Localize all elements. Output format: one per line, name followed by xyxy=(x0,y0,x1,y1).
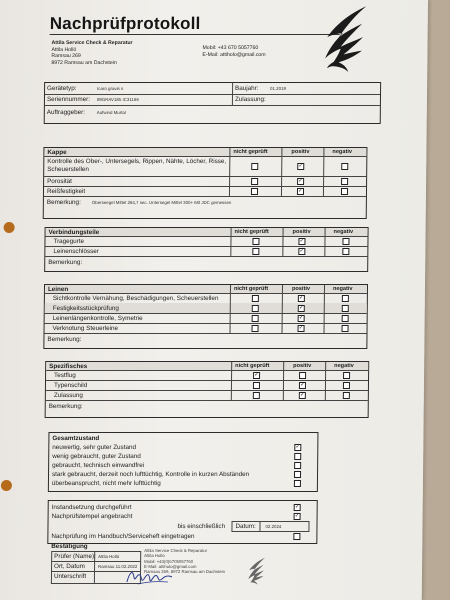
kappe-checkbox-positive[interactable] xyxy=(297,163,304,170)
signature-label: Unterschrift xyxy=(53,573,87,580)
examiner-value: Attila Holló xyxy=(98,554,120,559)
stamp-label: Nachprüfstempel angebracht xyxy=(51,513,133,520)
leinen-checkbox-positive[interactable] xyxy=(298,315,305,322)
company-name: Attila Service Check & Reparatur xyxy=(51,40,133,46)
verbindung-checkbox-positive[interactable] xyxy=(298,248,305,255)
gesamt-option-label: neuwertig, sehr guter Zustand xyxy=(52,444,137,451)
gesamt-title: Gesamtzustand xyxy=(52,435,100,442)
col-positive: positiv xyxy=(291,286,311,292)
kappe-checkbox-negative[interactable] xyxy=(341,188,348,195)
gesamt-checkbox[interactable] xyxy=(294,471,301,478)
bestaetigung-title: Bestätigung xyxy=(51,543,88,550)
spezifisches-section xyxy=(45,361,370,418)
title-divider xyxy=(50,34,340,35)
gesamt-option-label: überbeansprucht, nicht mehr lufttüchtig xyxy=(51,480,161,487)
year-value: 01.2019 xyxy=(270,86,286,91)
verbindung-section xyxy=(44,227,368,272)
manual-checkbox[interactable] xyxy=(293,533,300,540)
company-city: 8972 Ramsau am Dachstein xyxy=(51,59,117,66)
col-negative: negativ xyxy=(332,286,353,292)
gesamt-checkbox[interactable] xyxy=(294,480,301,487)
page-title: Nachprüfprotokoll xyxy=(49,14,201,33)
gesamt-option-label: wenig gebraucht, guter Zustand xyxy=(52,453,141,460)
stamp-line: E-Mail: attiholo@gmail.com xyxy=(144,563,197,569)
leinen-section xyxy=(43,284,368,349)
until-label: bis einschließlich xyxy=(177,523,226,530)
col-not-checked: nicht geprüft xyxy=(235,363,270,369)
leinen-item-label: Verknotung Steuerleine xyxy=(52,325,119,332)
kappe-item-label: Porosität xyxy=(47,178,72,185)
place-date-label: Ort, Datum xyxy=(54,563,85,570)
date-label: Datum: xyxy=(235,523,256,530)
kappe-checkbox-positive[interactable] xyxy=(297,178,304,185)
leinen-checkbox-negative[interactable] xyxy=(342,295,349,302)
examiner-label: Prüfer (Name): xyxy=(54,553,96,560)
kappe-item-label: Kontrolle des Ober-, Untersegels, Rippen, Nähte, Löcher, Risse, Scheuerstellen xyxy=(47,158,227,173)
col-positive: positiv xyxy=(293,363,312,369)
gesamt-option-label: stark gebraucht, derzeit noch lufttüchtig, Kontrolle in kurzen Abständen xyxy=(51,471,250,478)
col-not-checked: nicht geprüft xyxy=(234,229,269,235)
spezifisches-checkbox-negative[interactable] xyxy=(343,382,350,389)
spezifisches-checkbox-negative[interactable] xyxy=(343,392,350,399)
kappe-checkbox-negative[interactable] xyxy=(341,178,348,185)
stamp-eagle-icon xyxy=(245,556,269,588)
col-not-checked: nicht geprüft xyxy=(233,286,269,292)
leinen-checkbox-negative[interactable] xyxy=(342,305,349,312)
client-label: Auftraggeber: xyxy=(46,109,86,116)
leinen-remark-label: Bemerkung: xyxy=(47,336,82,343)
serial-value: 89GRAV185 IC31166 xyxy=(96,97,139,102)
company-phone: Mobil: +43 670 5057760 xyxy=(202,45,259,51)
spezifisches-checkbox-not-checked[interactable] xyxy=(253,392,260,399)
company-contact xyxy=(202,45,265,58)
col-negative: negativ xyxy=(332,149,353,155)
leinen-checkbox-positive[interactable] xyxy=(298,305,305,312)
client-value: Aufwind Murtal xyxy=(96,110,126,115)
gesamt-checkbox[interactable] xyxy=(294,444,301,451)
col-positive: positiv xyxy=(291,149,310,155)
leinen-item-label: Festigkeitsstückprüfung xyxy=(52,305,119,312)
kappe-item-label: Reißfestigkeit xyxy=(46,188,86,195)
handwritten-signature xyxy=(124,567,176,587)
col-positive: positiv xyxy=(292,229,311,235)
stamp-line: Ramsau 269, 8972 Ramsau am Dachstein xyxy=(143,569,226,575)
kappe-checkbox-not-checked[interactable] xyxy=(251,188,258,195)
leinen-checkbox-not-checked[interactable] xyxy=(252,325,259,332)
leinen-title: Leinen xyxy=(47,286,69,293)
eagle-logo-icon xyxy=(317,4,376,78)
year-label: Baujahr: xyxy=(235,85,259,92)
spezifisches-checkbox-not-checked[interactable] xyxy=(253,382,260,389)
spezifisches-checkbox-positive[interactable] xyxy=(299,382,306,389)
col-negative: negativ xyxy=(334,363,354,369)
kappe-checkbox-positive[interactable] xyxy=(297,188,304,195)
col-negative: negativ xyxy=(333,229,354,235)
date-value: 02.2024 xyxy=(265,524,282,529)
company-email: E-Mail: attiholo@gmail.com xyxy=(202,51,266,58)
verbindung-item-label: Leinenschlösser xyxy=(53,248,99,255)
leinen-checkbox-negative[interactable] xyxy=(342,315,349,322)
leinen-checkbox-not-checked[interactable] xyxy=(252,315,259,322)
spezifisches-remark-label: Bemerkung: xyxy=(48,403,83,410)
place-date-value: Ramsau 11.02.2022 xyxy=(98,564,138,569)
kappe-checkbox-not-checked[interactable] xyxy=(251,178,258,185)
leinen-checkbox-not-checked[interactable] xyxy=(252,295,259,302)
gesamtzustand-section xyxy=(48,432,319,492)
verbindung-checkbox-positive[interactable] xyxy=(298,238,305,245)
punch-hole xyxy=(4,222,15,233)
abschluss-section xyxy=(47,500,317,544)
stamp-checkbox[interactable] xyxy=(294,513,301,520)
verbindung-checkbox-not-checked[interactable] xyxy=(252,238,259,245)
spezifisches-item-label: Typenschild xyxy=(53,382,88,389)
repair-label: Instandsetzung durchgeführt xyxy=(51,504,132,511)
company-street: Ramsau 269 xyxy=(51,53,81,60)
gesamt-option-label: gebraucht, technisch einwandfrei xyxy=(52,462,145,469)
kappe-remark-label: Bemerkung: xyxy=(46,199,81,206)
verbindung-title: Verbindungsteile xyxy=(48,229,100,236)
spezifisches-title: Spezifisches xyxy=(49,363,88,370)
manual-label: Nachprüfung im Handbuch/Serviceheft eingetragen xyxy=(51,533,195,540)
verbindung-checkbox-not-checked[interactable] xyxy=(252,248,259,255)
spezifisches-checkbox-positive[interactable] xyxy=(299,372,306,379)
company-owner: Attila Holló xyxy=(51,46,77,53)
spezifisches-checkbox-negative[interactable] xyxy=(343,372,350,379)
gesamt-checkbox[interactable] xyxy=(294,462,301,469)
device-info-box xyxy=(44,82,381,124)
leinen-checkbox-not-checked[interactable] xyxy=(252,305,259,312)
stamp-line: Attila Service Check & Reparatur xyxy=(144,548,208,553)
leinen-checkbox-positive[interactable] xyxy=(298,325,305,332)
leinen-item-label: Sichtkontrolle Vernähung, Beschädigungen, Scheuerstellen xyxy=(52,295,219,302)
device-type-label: Gerätetyp: xyxy=(47,85,77,92)
punch-hole xyxy=(1,480,12,491)
kappe-title: Kappe xyxy=(47,149,67,156)
verbindung-checkbox-negative[interactable] xyxy=(342,238,349,245)
leinen-checkbox-negative[interactable] xyxy=(342,325,349,332)
verbindung-checkbox-negative[interactable] xyxy=(342,248,349,255)
device-type-value: Icaro gravis s xyxy=(97,86,124,91)
kappe-checkbox-not-checked[interactable] xyxy=(251,163,258,170)
spezifisches-item-label: Zulassung xyxy=(53,392,83,399)
serial-label: Seriennummer: xyxy=(46,96,91,103)
spezifisches-checkbox-positive[interactable] xyxy=(299,392,306,399)
kappe-section xyxy=(43,147,368,219)
company-address xyxy=(51,40,132,66)
verbindung-remark-label: Bemerkung: xyxy=(48,259,83,266)
date-field[interactable] xyxy=(231,521,309,532)
repair-checkbox[interactable] xyxy=(294,504,301,511)
verbindung-item-label: Tragegurte xyxy=(53,238,85,245)
kappe-checkbox-negative[interactable] xyxy=(341,163,348,170)
leinen-checkbox-positive[interactable] xyxy=(298,295,305,302)
col-not-checked: nicht geprüft xyxy=(233,149,268,155)
leinen-item-label: Leinenlängenkontrolle, Symetrie xyxy=(52,315,143,322)
spezifisches-checkbox-not-checked[interactable] xyxy=(253,372,260,379)
kappe-remark-value: Oberseegel Mittel 264,7 sec. Untersegel Mittel 300+ Mit JDC gemessen xyxy=(91,200,232,205)
approval-label: Zulassung: xyxy=(234,96,266,103)
stamp-line: Attila Holló xyxy=(144,553,165,559)
spezifisches-item-label: Testflug xyxy=(54,372,76,379)
gesamt-checkbox[interactable] xyxy=(294,453,301,460)
stamp-line: Mobil: +43(0)6705057760 xyxy=(144,558,194,564)
